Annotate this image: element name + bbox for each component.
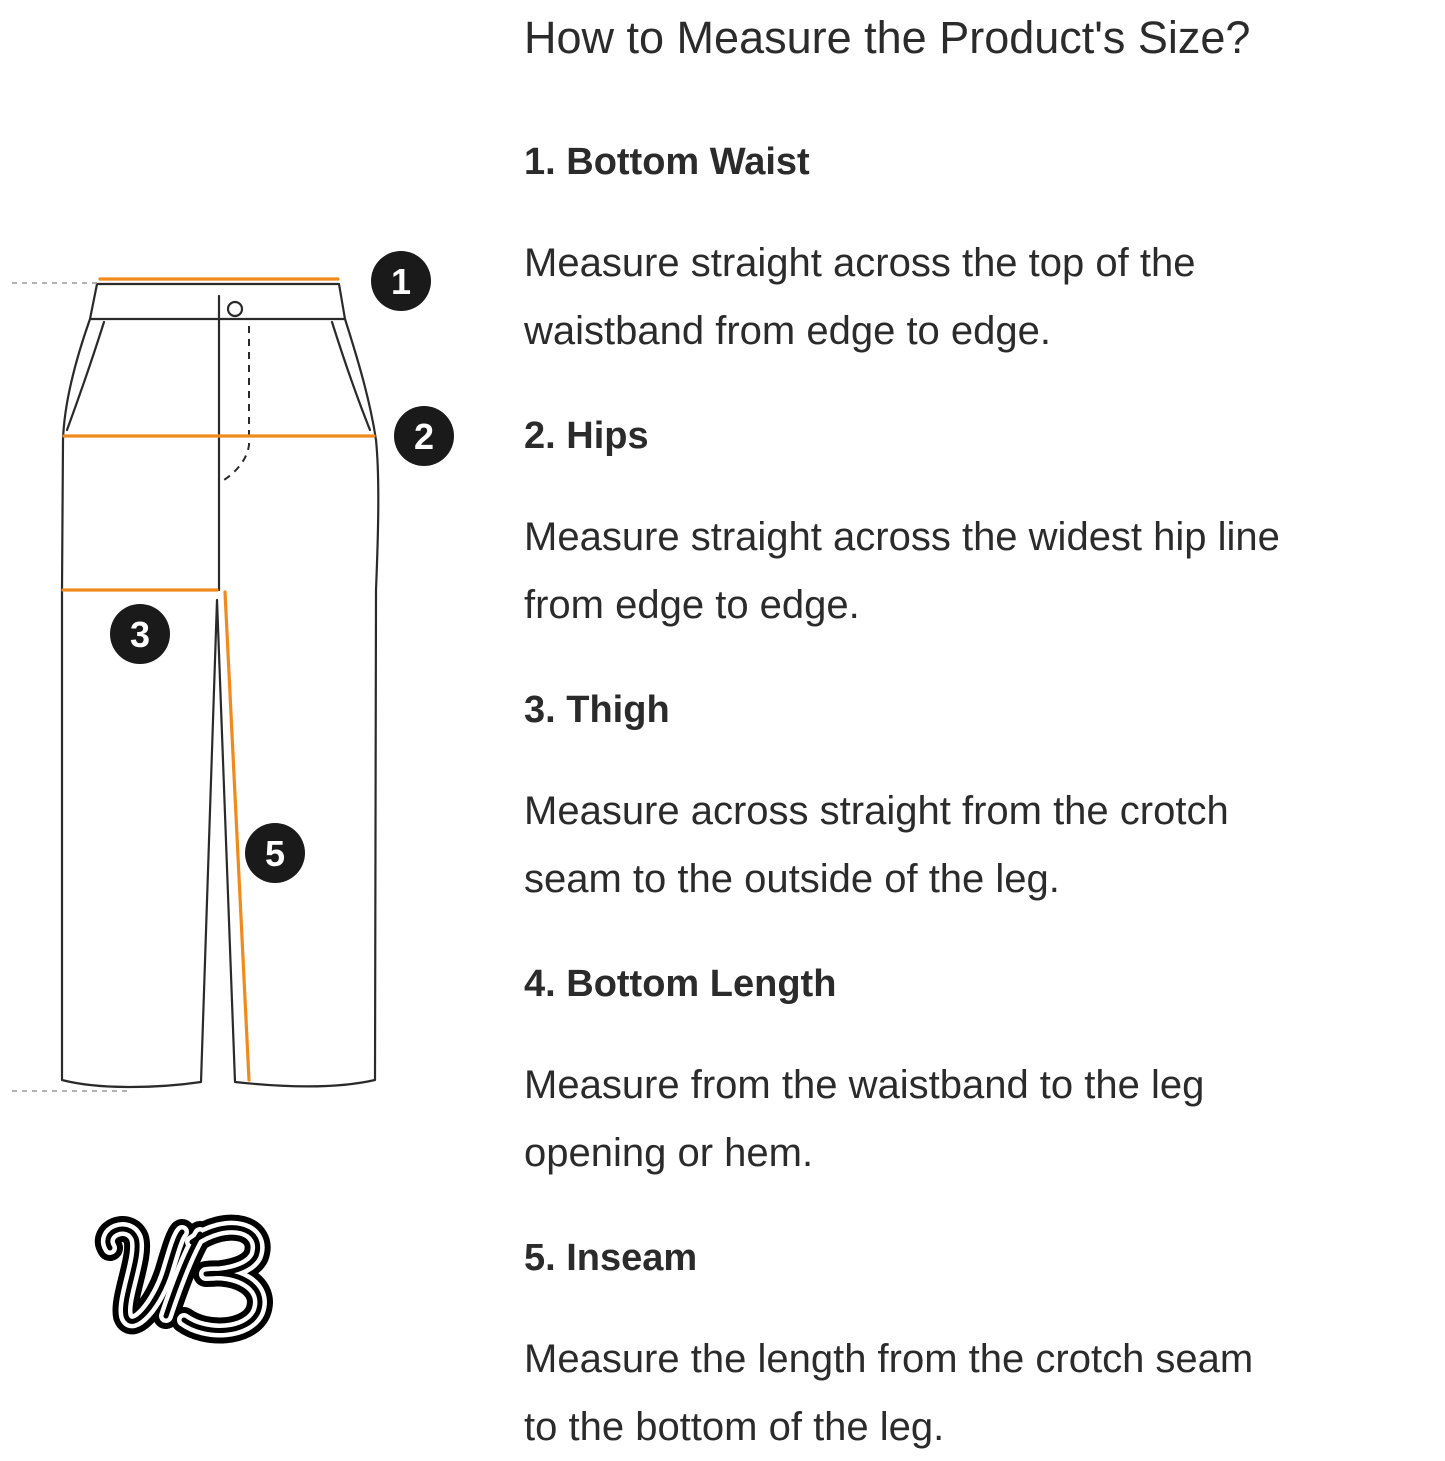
page-title: How to Measure the Product's Size?	[524, 12, 1251, 63]
section-heading: 5. Inseam	[524, 1237, 698, 1279]
section-description	[524, 229, 1404, 365]
fly-stitch	[224, 326, 249, 480]
section-heading: 1. Bottom Waist	[524, 141, 810, 183]
description-line: from edge to edge.	[524, 583, 860, 627]
marker-1-label: 1	[390, 261, 412, 302]
marker-3	[110, 604, 170, 664]
description-line: Measure across straight from the crotch	[524, 789, 1229, 833]
section-inseam	[524, 1234, 1404, 1461]
pants-outline-icon	[62, 284, 378, 1087]
description-line: seam to the outside of the leg.	[524, 857, 1060, 901]
inseam-measure-line	[225, 592, 249, 1080]
section-description	[524, 777, 1404, 913]
marker-5-label: 5	[264, 833, 286, 874]
description-line: waistband from edge to edge.	[524, 309, 1052, 353]
description-line: Measure straight across the widest hip line	[524, 515, 1280, 559]
section-heading: 2. Hips	[524, 415, 649, 457]
description-line: to the bottom of the leg.	[524, 1405, 945, 1449]
section-description	[524, 1051, 1404, 1187]
marker-1	[371, 251, 431, 311]
section-hips	[524, 412, 1404, 639]
section-description	[524, 1325, 1404, 1461]
marker-2	[394, 406, 454, 466]
marker-5	[245, 823, 305, 883]
section-heading: 3. Thigh	[524, 689, 670, 731]
section-description	[524, 503, 1404, 639]
section-bottom-waist	[524, 138, 1404, 365]
section-heading: 4. Bottom Length	[524, 963, 837, 1005]
description-line: Measure straight across the top of the	[524, 241, 1196, 285]
description-line: Measure from the waistband to the leg	[524, 1063, 1205, 1107]
section-bottom-length	[524, 960, 1404, 1187]
marker-3-label: 3	[129, 614, 151, 655]
ub-logo-icon	[88, 1208, 280, 1346]
description-line: Measure the length from the crotch seam	[524, 1337, 1254, 1381]
description-line: opening or hem.	[524, 1131, 814, 1175]
marker-2-label: 2	[413, 416, 435, 457]
section-thigh	[524, 686, 1404, 913]
